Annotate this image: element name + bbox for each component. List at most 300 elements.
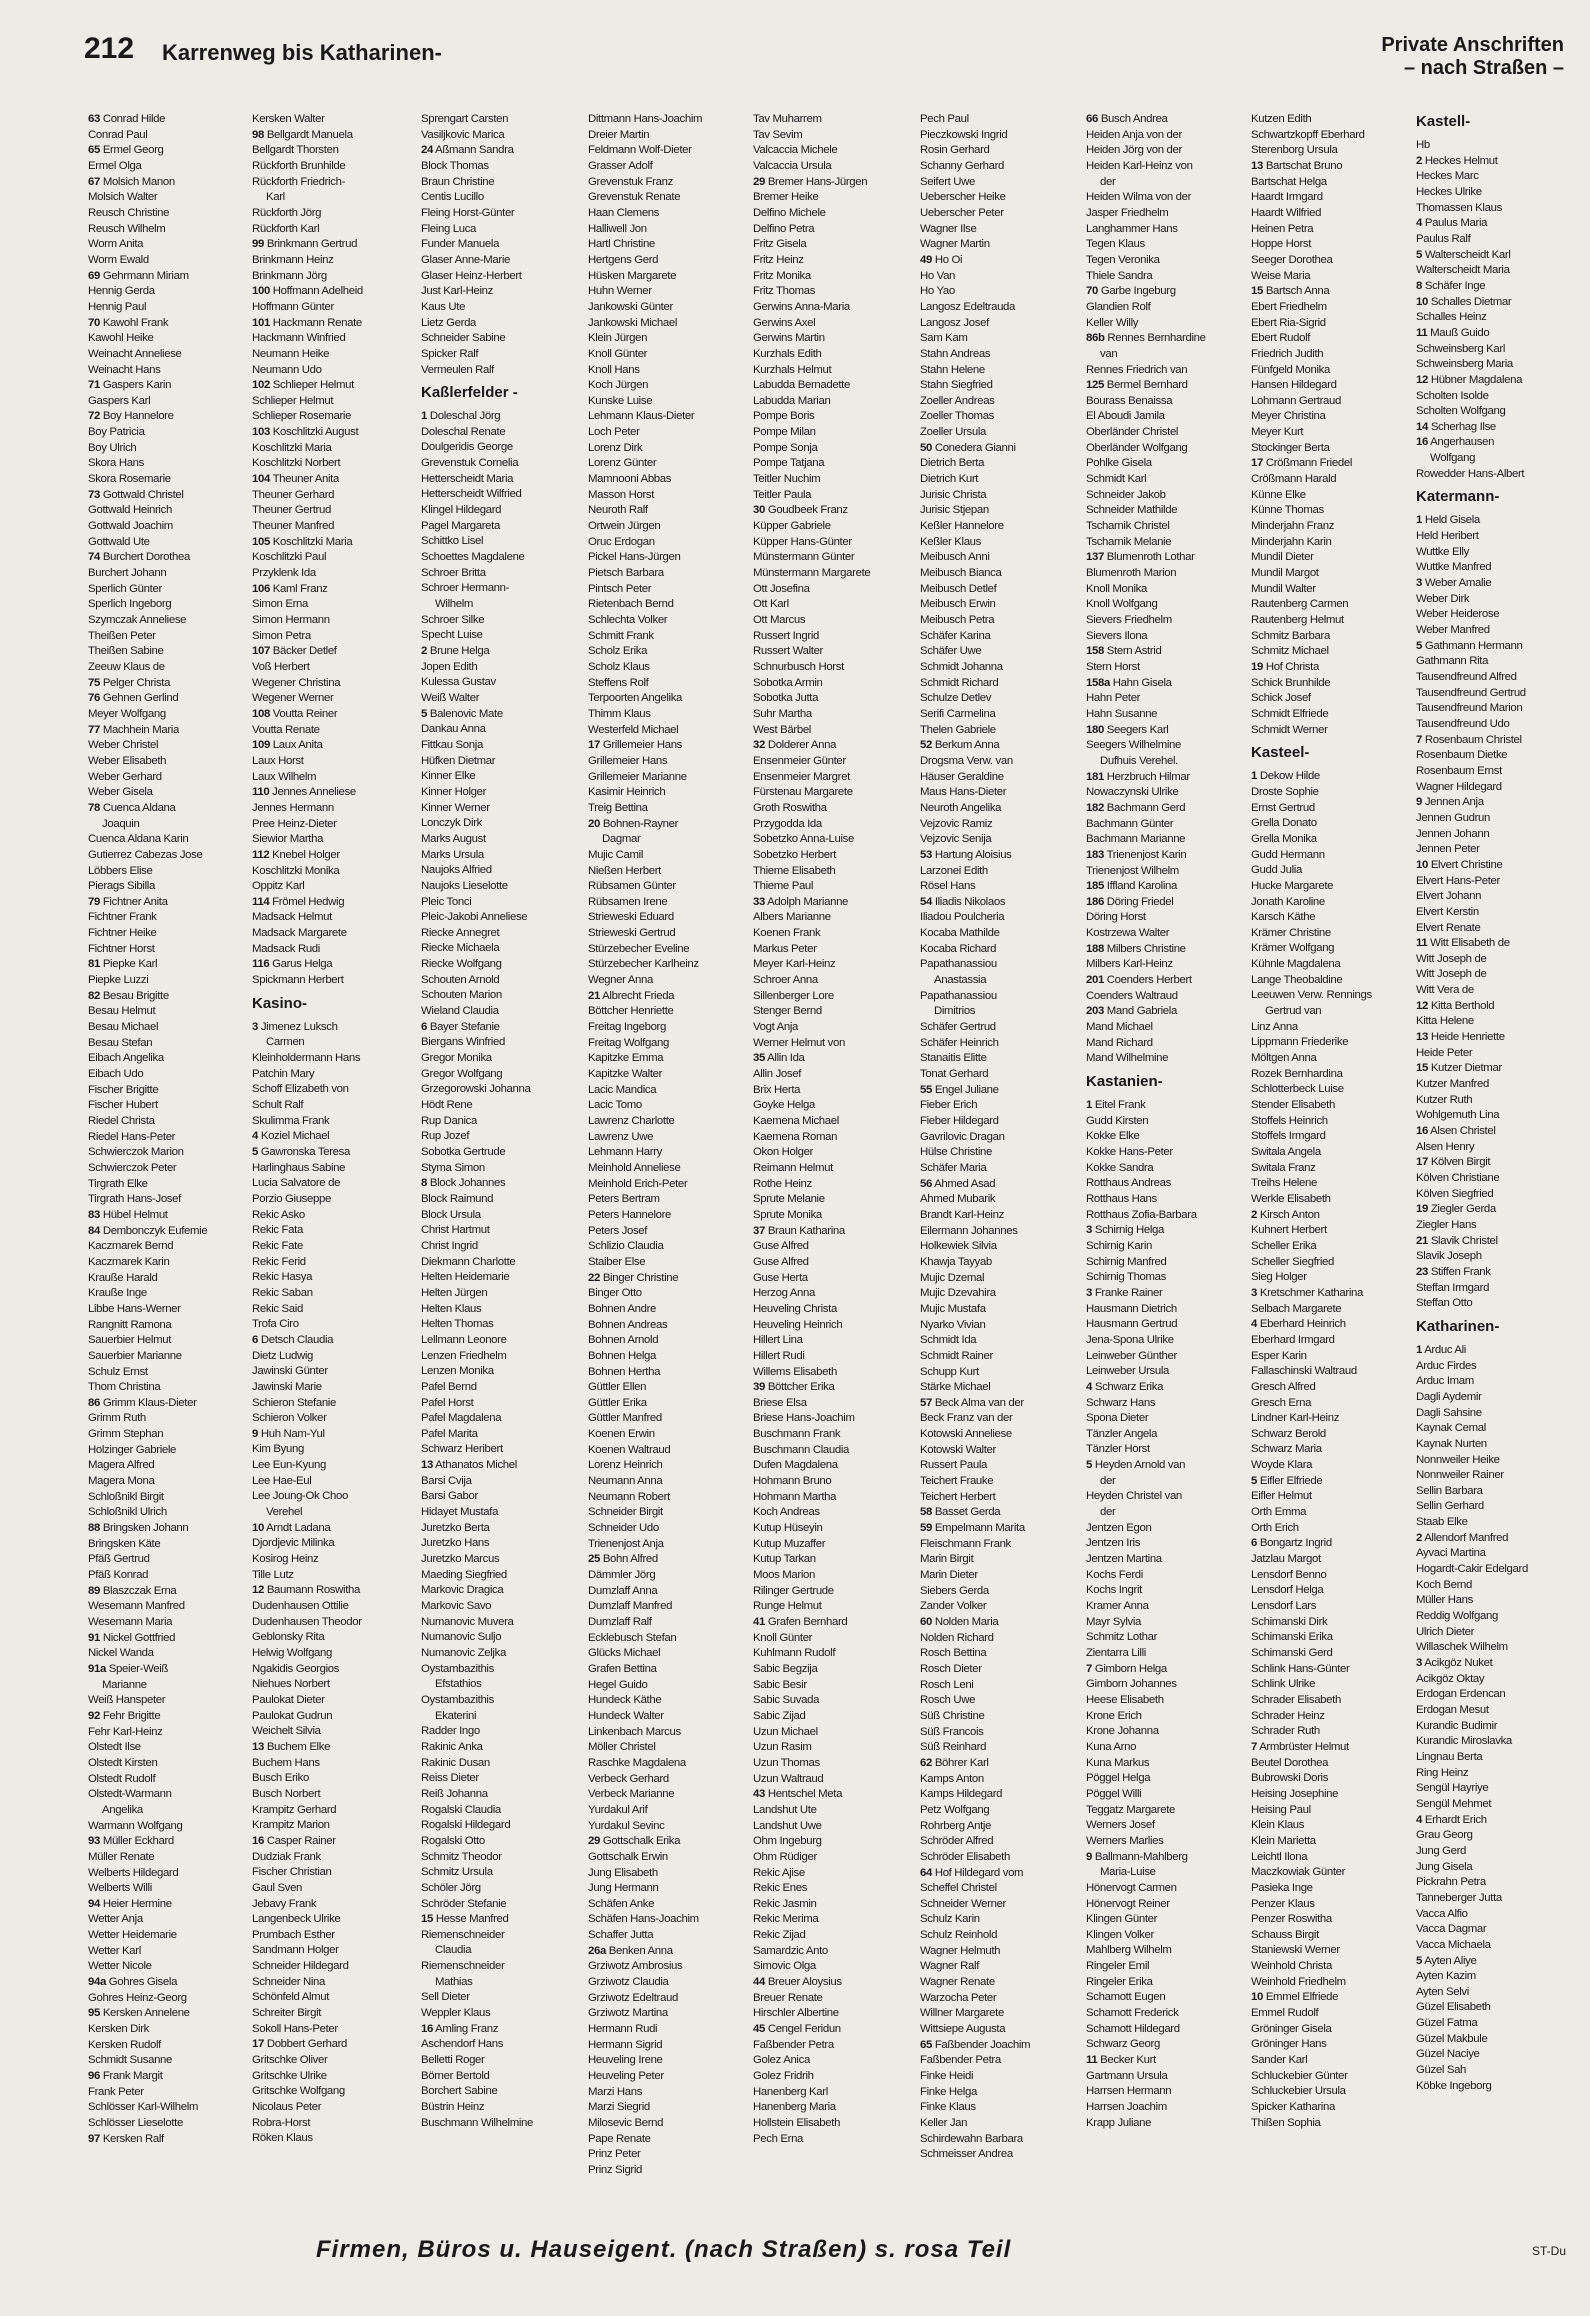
resident-entry <box>1416 545 1574 561</box>
resident-name: Gerwins Anna-Maria <box>753 300 850 313</box>
resident-name: Gottwald Heinrich <box>88 504 172 517</box>
resident-name: Hohmann Martha <box>753 1490 837 1503</box>
resident-entry <box>1086 237 1244 253</box>
resident-name: Güzel Sah <box>1416 2064 1467 2077</box>
resident-entry <box>88 942 246 958</box>
resident-name: Pieczkowski Ingrid <box>920 128 1008 141</box>
resident-entry <box>1251 691 1409 707</box>
resident-name: Emmel Rudolf <box>1251 2007 1319 2020</box>
resident-entry <box>1251 1897 1409 1913</box>
resident-name: Mand Michael <box>1086 1021 1153 1034</box>
house-number: 13 <box>1416 1031 1428 1044</box>
resident-name: Reusch Wilhelm <box>88 222 166 235</box>
resident-entry <box>920 1912 1078 1928</box>
resident-entry <box>1416 1922 1574 1938</box>
resident-name: Kokke Elke <box>1086 1130 1140 1143</box>
resident-entry <box>1251 2100 1409 2116</box>
resident-entry <box>920 817 1078 833</box>
resident-name: Hüfken Dietmar <box>421 754 496 767</box>
resident-entry <box>753 1302 911 1318</box>
resident-entry <box>1251 1693 1409 1709</box>
resident-entry <box>88 347 246 363</box>
resident-name: Elvert Christine <box>1430 858 1503 871</box>
resident-entry <box>421 1615 579 1631</box>
resident-entry <box>421 1223 579 1239</box>
resident-name: Rekic Ajise <box>753 1866 805 1879</box>
resident-name: Ensenmeier Günter <box>753 754 846 767</box>
resident-name: Schäfer Inge <box>1424 279 1486 292</box>
resident-name: Karsch Käthe <box>1251 911 1316 924</box>
resident-entry <box>753 973 911 989</box>
resident-name: Harrsen Joachim <box>1086 2101 1167 2114</box>
resident-entry <box>1251 159 1409 175</box>
resident-entry <box>1086 817 1244 833</box>
resident-name: Voutta Reiner <box>272 707 338 720</box>
resident-name: Block Thomas <box>421 159 489 172</box>
page-number: 212 <box>84 32 135 65</box>
resident-name: Grevenstuk Cornelia <box>421 457 519 470</box>
resident-entry <box>252 159 410 175</box>
house-number: 79 <box>88 895 100 908</box>
resident-entry <box>252 128 410 144</box>
resident-name: Ballmann-Mahlberg <box>1094 1850 1188 1863</box>
resident-name: Bartsch Anna <box>1265 285 1330 298</box>
resident-name: Lucia Salvatore de <box>252 1177 341 1190</box>
resident-name: Treig Bettina <box>588 801 648 814</box>
page-footer <box>0 2236 1590 2276</box>
resident-entry <box>1416 1797 1574 1813</box>
resident-entry <box>252 864 410 880</box>
house-number: 21 <box>588 989 600 1002</box>
resident-name: Zoeller Andreas <box>920 394 995 407</box>
resident-name: Kulessa Gustav <box>421 676 496 689</box>
entry-continuation <box>88 817 246 833</box>
resident-entry <box>1086 1740 1244 1756</box>
resident-name: Kutzer Manfred <box>1416 1078 1489 1091</box>
resident-entry <box>1416 1750 1574 1766</box>
resident-entry <box>1086 409 1244 425</box>
resident-entry <box>753 1568 911 1584</box>
resident-entry <box>1416 701 1574 717</box>
resident-entry <box>753 989 911 1005</box>
resident-entry <box>421 1317 579 1333</box>
resident-name: Lonczyk Dirk <box>421 817 482 830</box>
resident-entry <box>421 691 579 707</box>
resident-name: Tänzler Horst <box>1086 1443 1150 1456</box>
resident-entry <box>88 1772 246 1788</box>
resident-entry <box>421 316 579 332</box>
resident-entry <box>753 2053 911 2069</box>
resident-name: Ebert Ria-Sigrid <box>1251 316 1326 329</box>
resident-entry <box>88 1819 246 1835</box>
resident-name: Güttler Manfred <box>588 1412 662 1425</box>
resident-entry <box>753 1255 911 1271</box>
resident-name: Landshut Ute <box>753 1803 817 1816</box>
resident-name: Sterenborg Ursula <box>1251 144 1338 157</box>
resident-name: Bohnen Hertha <box>588 1365 661 1378</box>
resident-name: Kutzer Ruth <box>1416 1093 1473 1106</box>
resident-name: Grillemeier Hans <box>602 739 683 752</box>
resident-entry <box>920 1443 1078 1459</box>
resident-entry <box>588 1803 746 1819</box>
resident-entry <box>588 1521 746 1537</box>
resident-name: Böhrer Karl <box>934 1756 989 1769</box>
resident-entry <box>588 2147 746 2163</box>
resident-name: Fischer Christian <box>252 1866 332 1879</box>
house-number: 96 <box>88 2070 100 2083</box>
resident-entry <box>88 1130 246 1146</box>
resident-entry <box>252 1943 410 1959</box>
resident-entry <box>753 190 911 206</box>
house-number: 58 <box>920 1506 932 1519</box>
resident-entry <box>252 394 410 410</box>
resident-entry <box>252 1333 410 1349</box>
resident-name: Pagel Margareta <box>421 519 500 532</box>
house-number: 11 <box>1416 937 1428 950</box>
resident-name: Trienenjost Wilhelm <box>1086 864 1179 877</box>
resident-name: Sabic Besir <box>753 1678 807 1691</box>
resident-entry <box>1251 707 1409 723</box>
resident-name: Schäfer Karina <box>920 629 991 642</box>
house-number: 19 <box>1416 1203 1428 1216</box>
resident-name: Lehmann Harry <box>588 1146 662 1159</box>
resident-entry <box>252 644 410 660</box>
resident-entry <box>588 316 746 332</box>
resident-name: Dudenhausen Ottilie <box>252 1600 349 1613</box>
resident-entry <box>1416 1281 1574 1297</box>
house-number: 86b <box>1086 332 1105 345</box>
resident-name: Grella Donato <box>1251 817 1317 830</box>
resident-entry <box>421 1302 579 1318</box>
resident-entry <box>1086 613 1244 629</box>
resident-entry <box>920 1881 1078 1897</box>
resident-entry <box>88 1897 246 1913</box>
resident-name: Pompe Boris <box>753 410 815 423</box>
house-number: 112 <box>252 848 270 861</box>
resident-name: Cuenca Aldana Karin <box>88 833 189 846</box>
resident-entry <box>588 864 746 880</box>
resident-entry <box>1086 566 1244 582</box>
resident-entry <box>421 941 579 957</box>
resident-entry <box>588 1599 746 1615</box>
resident-entry <box>252 754 410 770</box>
resident-entry <box>1086 300 1244 316</box>
resident-entry <box>1416 686 1574 702</box>
resident-entry <box>588 159 746 175</box>
resident-name: Brinkmann Gertrud <box>266 238 358 251</box>
resident-name: Tirgrath Hans-Josef <box>88 1193 181 1206</box>
house-number: 93 <box>88 1835 100 1848</box>
resident-name: Robra-Horst <box>252 2116 311 2129</box>
resident-entry <box>252 738 410 754</box>
resident-entry <box>753 409 911 425</box>
resident-name: Rekic Merima <box>753 1913 819 1926</box>
resident-entry <box>920 1975 1078 1991</box>
resident-name: Künne Thomas <box>1251 504 1324 517</box>
resident-name: Iliadou Poulcheria <box>920 911 1005 924</box>
resident-name: Hödt Rene <box>421 1099 473 1112</box>
entry-continuation <box>1086 175 1244 191</box>
house-number: 82 <box>88 989 100 1002</box>
resident-entry <box>588 1302 746 1318</box>
house-number: 5 <box>1416 248 1422 261</box>
resident-name: Stenger Bernd <box>753 1005 822 1018</box>
resident-name: Woyde Klara <box>1251 1459 1313 1472</box>
resident-entry <box>920 1662 1078 1678</box>
resident-name: Schreiter Birgit <box>252 2007 322 2020</box>
resident-entry <box>421 1818 579 1834</box>
resident-name: Kramer Anna <box>1086 1600 1149 1613</box>
resident-name: Schäfer Heinrich <box>920 1036 999 1049</box>
resident-entry <box>753 1411 911 1427</box>
resident-entry <box>588 989 746 1005</box>
resident-entry <box>920 1161 1078 1177</box>
resident-entry <box>252 1192 410 1208</box>
resident-entry <box>252 1756 410 1772</box>
resident-name: Heuveling Heinrich <box>753 1318 843 1331</box>
resident-name: Schanny Gerhard <box>920 159 1005 172</box>
resident-name: Keßler Hannelore <box>920 520 1004 533</box>
house-number: 109 <box>252 739 270 752</box>
resident-entry <box>1416 1218 1574 1234</box>
resident-name: Ott Marcus <box>753 614 806 626</box>
resident-entry <box>920 300 1078 316</box>
resident-name: Güttler Ellen <box>588 1381 647 1394</box>
resident-name: Stern Astrid <box>1106 645 1162 658</box>
resident-entry <box>252 1474 410 1490</box>
resident-name: Glandien Rolf <box>1086 300 1151 313</box>
resident-entry <box>753 660 911 676</box>
resident-name: Meinhold Erich-Peter <box>588 1177 688 1190</box>
resident-entry <box>1086 190 1244 206</box>
resident-name: Heese Elisabeth <box>1086 1693 1164 1706</box>
resident-entry <box>753 1239 911 1255</box>
resident-entry <box>1416 1546 1574 1562</box>
resident-entry <box>421 1380 579 1396</box>
house-number: 71 <box>88 379 100 392</box>
house-number: 35 <box>753 1052 765 1065</box>
resident-name: Wesemann Maria <box>88 1616 173 1628</box>
resident-entry <box>88 1552 246 1568</box>
resident-name: Rübsamen Günter <box>588 880 676 893</box>
resident-entry <box>588 378 746 394</box>
resident-name: Madsack Rudi <box>252 942 320 955</box>
resident-entry <box>252 1897 410 1913</box>
resident-name: Pasieka Inge <box>1251 1881 1313 1894</box>
house-number: 65 <box>920 2038 932 2051</box>
resident-entry <box>1251 1364 1409 1380</box>
resident-name: Hundeck Käthe <box>588 1694 662 1707</box>
resident-name: Pech Erna <box>753 2132 804 2145</box>
resident-name: Tav Muharrem <box>753 113 822 125</box>
resident-name: Lange Theobaldine <box>1251 973 1343 986</box>
resident-name: Weber Dirk <box>1416 592 1470 605</box>
resident-entry <box>1086 1662 1244 1678</box>
resident-name: Boy Patricia <box>88 426 145 439</box>
resident-name: Tausendfreund Alfred <box>1416 671 1517 683</box>
resident-name: Spona Dieter <box>1086 1412 1149 1425</box>
resident-name: Fichtner Horst <box>88 942 155 955</box>
resident-entry <box>588 1584 746 1600</box>
resident-entry <box>1086 864 1244 880</box>
resident-name: Russert Walter <box>753 645 823 658</box>
directory-column-3 <box>421 112 579 2212</box>
resident-entry <box>920 206 1078 222</box>
resident-name: Schamott Hildegard <box>1086 2022 1180 2035</box>
resident-entry <box>1416 279 1574 295</box>
resident-entry <box>753 957 911 973</box>
resident-name: Knoll Monika <box>1086 582 1148 595</box>
entry-continuation <box>421 1709 579 1725</box>
resident-entry <box>920 1631 1078 1647</box>
house-number: 44 <box>753 1976 765 1989</box>
resident-entry <box>1416 2032 1574 2048</box>
resident-name: Kuna Markus <box>1086 1756 1150 1769</box>
resident-name: Heide Peter <box>1416 1046 1473 1059</box>
resident-name: Nonnweiler Heike <box>1416 1453 1500 1466</box>
resident-entry <box>753 942 911 958</box>
resident-entry <box>1086 644 1244 660</box>
resident-entry <box>1086 1943 1244 1959</box>
resident-name: Sandmann Holger <box>252 1944 339 1957</box>
resident-entry <box>252 660 410 676</box>
resident-name: Kuhnert Herbert <box>1251 1224 1327 1237</box>
resident-name: Wagner Martin <box>920 238 990 251</box>
resident-name: Acikgöz Oktay <box>1416 1672 1485 1685</box>
resident-entry <box>1086 582 1244 598</box>
resident-name: Schneider Hildegard <box>252 1960 349 1973</box>
resident-entry <box>588 206 746 222</box>
resident-entry <box>753 2022 911 2038</box>
resident-name: Hönervogt Reiner <box>1086 1897 1170 1910</box>
resident-name: Carmen <box>266 1036 305 1049</box>
resident-entry <box>753 707 911 723</box>
resident-entry <box>421 1255 579 1271</box>
resident-name: Przyklenk Ida <box>252 567 316 580</box>
resident-name: Weber Manfred <box>1416 624 1490 637</box>
resident-entry <box>1416 827 1574 843</box>
resident-entry <box>588 801 746 817</box>
resident-entry <box>1251 550 1409 566</box>
resident-name: Schönfeld Almut <box>252 1991 330 2004</box>
resident-name: Dietrich Kurt <box>920 473 979 486</box>
resident-entry <box>88 785 246 801</box>
house-number: 180 <box>1086 723 1104 736</box>
house-number: 5 <box>421 707 427 720</box>
resident-name: Gathmann Rita <box>1416 655 1489 668</box>
resident-entry <box>753 1897 911 1913</box>
resident-name: Mayr Sylvia <box>1086 1615 1142 1628</box>
resident-entry <box>920 1615 1078 1631</box>
resident-entry <box>252 848 410 864</box>
resident-entry <box>920 2132 1078 2148</box>
resident-entry <box>1251 253 1409 269</box>
entry-continuation <box>421 597 579 613</box>
resident-name: Rotthaus Hans <box>1086 1192 1157 1205</box>
resident-entry <box>1251 1067 1409 1083</box>
resident-name: Wuttke Elly <box>1416 545 1469 558</box>
resident-name: Dolderer Anna <box>767 739 837 752</box>
resident-entry <box>1086 159 1244 175</box>
house-number: 91a <box>88 1662 106 1675</box>
resident-name: Rohrberg Antje <box>920 1819 992 1832</box>
resident-entry <box>252 895 410 911</box>
resident-name: Yurdakul Sevinc <box>588 1819 665 1832</box>
resident-name: Neuroth Angelika <box>920 801 1002 814</box>
resident-name: Ohm Ingeburg <box>753 1835 822 1848</box>
resident-entry <box>1086 503 1244 519</box>
resident-name: Klingen Günter <box>1086 1913 1158 1926</box>
resident-entry <box>920 128 1078 144</box>
resident-entry <box>1416 874 1574 890</box>
resident-name: Rup Jozef <box>421 1130 470 1143</box>
resident-entry <box>588 1427 746 1443</box>
resident-name: Grafen Bernhard <box>767 1616 848 1628</box>
resident-name: Patchin Mary <box>252 1067 315 1080</box>
resident-entry <box>1251 1803 1409 1819</box>
resident-entry <box>88 1834 246 1850</box>
resident-name: Casper Rainer <box>266 1834 336 1847</box>
resident-entry <box>1416 1140 1574 1156</box>
resident-entry <box>252 1239 410 1255</box>
resident-name: Krampitz Marion <box>252 1819 330 1832</box>
resident-entry <box>1251 1192 1409 1208</box>
resident-name: Conrad Hilde <box>102 113 166 125</box>
resident-entry <box>920 707 1078 723</box>
resident-name: Dietrich Berta <box>920 457 985 470</box>
resident-entry <box>1086 1818 1244 1834</box>
resident-name: Tscharnik Melanie <box>1086 535 1172 548</box>
resident-name: Fittkau Sonja <box>421 738 483 751</box>
resident-name: Grimm Klaus-Dieter <box>102 1396 197 1409</box>
resident-name: Paulus Maria <box>1424 217 1488 230</box>
house-number: 3 <box>1086 1224 1092 1237</box>
resident-entry <box>1086 1396 1244 1412</box>
resident-name: Schmidt Karl <box>1086 473 1147 486</box>
resident-name: Cengel Feridun <box>767 2023 841 2036</box>
resident-entry <box>88 143 246 159</box>
resident-entry <box>588 1224 746 1240</box>
resident-entry <box>252 441 410 457</box>
resident-name: Stoffels Heinrich <box>1251 1114 1328 1127</box>
resident-entry <box>920 1599 1078 1615</box>
resident-name: Kutup Muzaffer <box>753 1537 826 1550</box>
resident-name: Valcaccia Ursula <box>753 159 832 172</box>
resident-entry <box>252 676 410 692</box>
resident-name: Groth Roswitha <box>753 801 827 814</box>
resident-entry <box>753 253 911 269</box>
resident-name: Harlinghaus Sabine <box>252 1161 346 1174</box>
resident-entry <box>920 409 1078 425</box>
resident-entry <box>1086 1349 1244 1365</box>
resident-entry <box>588 488 746 504</box>
resident-entry <box>1086 629 1244 645</box>
resident-entry <box>1086 738 1244 754</box>
resident-entry <box>252 316 410 332</box>
resident-name: Marin Birgit <box>920 1553 974 1566</box>
resident-name: Fischer Hubert <box>88 1099 158 1112</box>
resident-name: Grimm Ruth <box>88 1412 146 1425</box>
resident-entry <box>1086 1098 1244 1114</box>
resident-name: Sprute Melanie <box>753 1193 825 1206</box>
resident-name: Kurzhals Edith <box>753 347 822 360</box>
resident-name: Rozek Bernhardina <box>1251 1067 1343 1080</box>
resident-entry <box>753 582 911 598</box>
resident-name: Vacca Dagmar <box>1416 1923 1487 1936</box>
resident-entry <box>1086 801 1244 817</box>
resident-entry <box>252 550 410 566</box>
resident-entry <box>1251 175 1409 191</box>
